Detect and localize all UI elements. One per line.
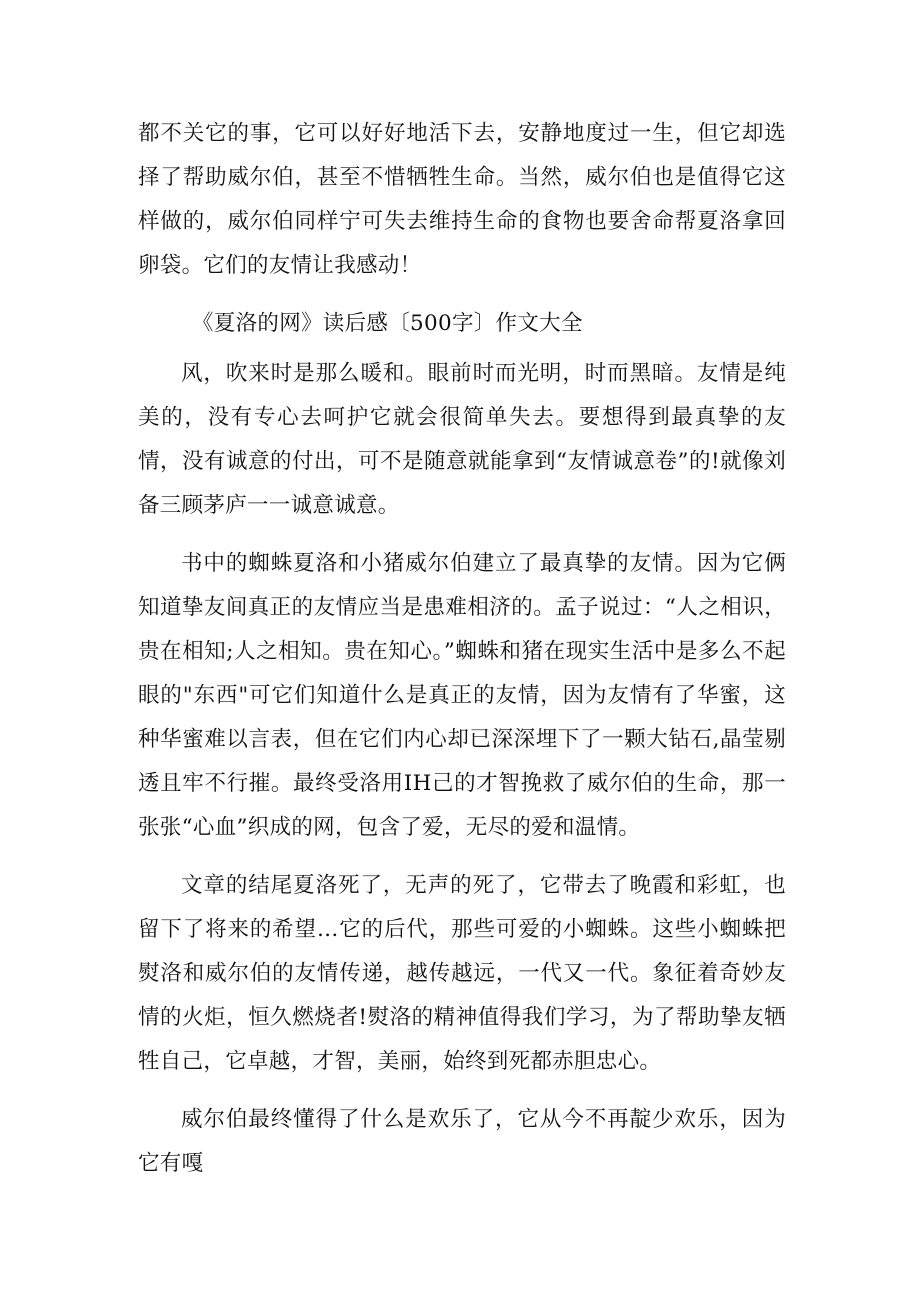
paragraph-wilbur: 威尔伯最终懂得了什么是欢乐了，它从今不再靛少欢乐，因为它有嘎	[138, 1107, 786, 1176]
paragraph-wind: 风，吹来时是那么暖和。眼前时而光明，时而黑暗。友情是纯美的，没有专心去呵护它就会很简单失去。要想得到最真挚的友情，没有诚意的付出，可不是随意就能拿到“友情诚意卷”的!就像刘备三顾茅庐一一诚意诚意。	[138, 361, 786, 518]
document-body	[138, 112, 786, 1186]
paragraph-continued: 都不关它的事，它可以好好地活下去，安静地度过一生，但它却选择了帮助威尔伯，甚至不惜牺牲生命。当然，威尔伯也是值得它这样做的，威尔伯同样宁可失去维持生命的食物也要舍命帮夏洛拿回卵袋。它们的友情让我感动！	[138, 121, 786, 278]
section-heading: 《夏洛的网》读后感〔500字〕作文大全	[192, 311, 583, 336]
paragraph-friendship: 书中的蜘蛛夏洛和小猪威尔伯建立了最真挚的友情。因为它俩知道挚友间真正的友情应当是患难相济的。孟子说过：“人之相识，贵在相知;人之相知。贵在知心。”蜘蛛和猪在现实生活中是多么不起眼的"东西"可它们知道什么是真正的友情，因为友情有了华蜜，这种华蜜难以言表，但在它们内心却已深深埋下了一颗大钻石,晶莹剔透且牢不行摧。最终受洛用IH己的才智挽救了威尔伯的生命，那一张张“心血”织成的网，包含了爱，无尽的爱和温情。	[138, 551, 786, 840]
paragraph-ending: 文章的结尾夏洛死了，无声的死了，它带去了晚霞和彩虹，也留下了将来的希望…它的后代，那些可爱的小蜘蛛。这些小蜘蛛把熨洛和威尔伯的友情传递，越传越远，一代又一代。象征着奇妙友情的火炬，恒久燃烧者!熨洛的精神值得我们学习，为了帮助挚友牺牲自己，它卓越，才智，美丽，始终到死都赤胆忠心。	[138, 873, 786, 1074]
